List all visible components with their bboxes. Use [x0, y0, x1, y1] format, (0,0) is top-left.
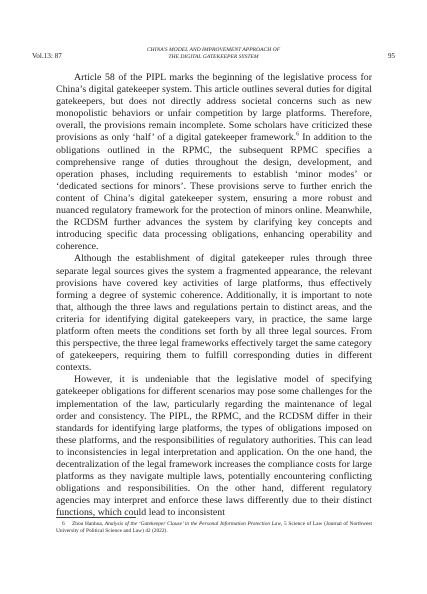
paragraph-1 [56, 72, 372, 253]
footnote-author: Zhou Hanhua, [72, 521, 105, 527]
volume-label: Vol.13: 87 [32, 52, 62, 60]
running-title-line-1: CHINA'S MODEL AND IMPROVEMENT APPROACH OF [146, 47, 281, 53]
footnote-citation: , 5 Science of Law (Journal of Northwest University of Political Science and Law) 42 (2022). [56, 521, 373, 535]
paragraph-1-part-b: In addition to the obligations outlined in the RPMC, the subsequent RPMC specifies a comprehensive range of duties throughout the design, development, and operation phases, including requirements to establish ‘minor modes’ or ‘dedicated sections for minors’. These provisions serve to further enrich the content of China’s digital gatekeeper system, ensuring a more robust and nuanced regulatory framework for the protection of minors online. Meanwhile, the RCDSM further advances the system by clarifying key concepts and introducing specific data processing obligations, enhancing operability and coherence. [56, 132, 372, 253]
body-text [56, 72, 372, 519]
paragraph-3: However, it is undeniable that the legislative model of specifying gatekeeper obligations for different scenarios may pose some challenges for the implementation of the law, particularly regarding the maintenance of legal order and consistency. The PIPL, the RPMC, and the RCDSM differ in their standards for identifying large platforms, the types of obligations imposed on these platforms, and the responsibilities of regulatory authorities. This can lead to inconsistencies in legal interpretation and application. On the one hand, the decentralization of the legal framework increases the compliance costs for large platforms as they navigate multiple laws, potentially encountering conflicting obligations and responsibilities. On the other hand, different regulatory agencies may interpret and enforce these laws differently due to their distinct functions, which could lead to inconsistent [56, 374, 372, 519]
footnote-title: Analysis of the ‘Gatekeeper Clause’ in the Personal Information Protection Law [104, 521, 281, 527]
running-title [32, 47, 395, 60]
paragraph-2: Although the establishment of digital gatekeeper rules through three separate legal sources gives the system a fragmented appearance, the relevant provisions have covered key activities of large platforms, thus effectively forming a degree of systemic coherence. Additionally, it is important to note that, although the three laws and regulations pertain to distinct areas, and the criteria for identifying digital gatekeepers vary, in practice, the same large platform often meets the conditions set forth by all three legal sources. From this perspective, the three legal frameworks effectively target the same category of gatekeepers, requiring them to fulfill corresponding duties in different contexts. [56, 253, 372, 374]
running-header [32, 46, 395, 66]
footnote-divider [56, 517, 136, 518]
running-title-line-2: THE DIGITAL GATEKEEPER SYSTEM [168, 53, 259, 60]
paragraph-1-part-a: Article 58 of the PIPL marks the beginning of the legislative process for China’s digital gatekeeper system. This article outlines several duties for digital gatekeepers, but does not directly address societal concerns such as new monopolistic behaviors or unfair competition by large platforms. Therefore, overall, the provisions remain incomplete. Some scholars have criticized these provisions as only ‘half’ of a digital gatekeeper framework. [56, 72, 372, 144]
page-number: 95 [387, 52, 395, 60]
footnote-ref-6[interactable]: 6 [296, 132, 300, 139]
footnote-6 [56, 521, 372, 535]
footnote-number: 6 [62, 521, 65, 527]
